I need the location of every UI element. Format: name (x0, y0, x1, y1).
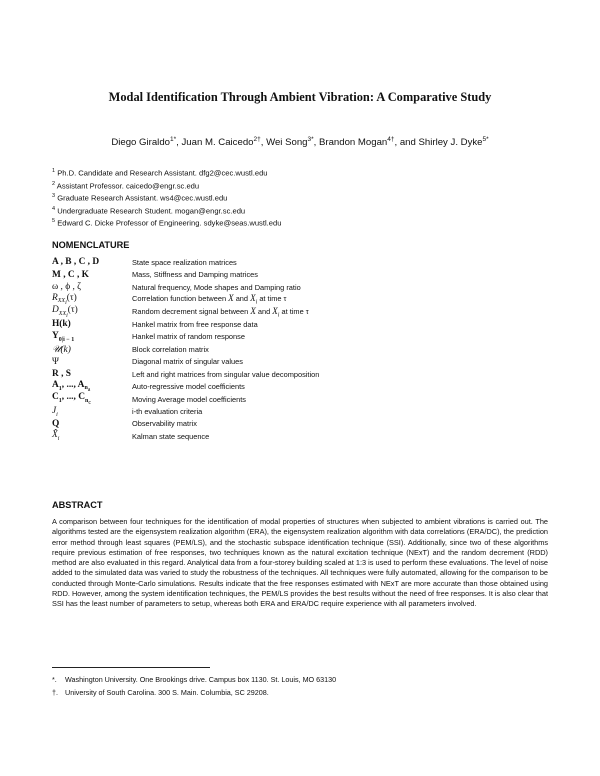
author: Shirley J. Dyke$^{5*}$ (418, 136, 489, 149)
nomenclature-item (52, 380, 552, 392)
affiliation: $^2$ Assistant Professor. caicedo@engr.sc.edu (52, 180, 200, 191)
definition: Kalman state sequence (132, 431, 210, 441)
author: Diego Giraldo$^{1*}$, (111, 136, 182, 149)
symbol: M , C , K (52, 269, 89, 280)
footnote: †. University of South Carolina. 300 S. Main. Columbia, SC 29208. (52, 687, 269, 697)
definition: Hankel matrix of random response (132, 332, 245, 342)
definition: Diagonal matrix of singular values (132, 357, 243, 367)
symbol: $R_{XX_i}(\tau)$ (52, 292, 77, 307)
definition: Observability matrix (132, 419, 197, 429)
symbol: $A_1$, ..., $A_{n_a}$ (52, 379, 91, 394)
nomenclature-item (52, 430, 552, 442)
nomenclature-item (52, 331, 552, 343)
definition: Left and right matrices from singular value decomposition (132, 369, 320, 379)
definition: Natural frequency, Mode shapes and Damping ratio (132, 282, 301, 292)
author: Juan M. Caicedo$^{2\dagger}$, (181, 136, 267, 149)
paper-title: Modal Identification Through Ambient Vibration: A Comparative Study (108, 90, 492, 104)
author: Brandon Mogan$^{4\dagger}$, and (319, 136, 419, 149)
symbol: $Y_{0|i - 1}$ (52, 330, 75, 343)
symbol: H(k) (52, 319, 71, 330)
symbol: ω , ϕ , ζ (52, 282, 82, 293)
definition: Moving Average model coefficients (132, 394, 246, 404)
author: Wei Song$^{3*}$, (266, 136, 319, 149)
symbol: $X̂_i$ (52, 430, 60, 443)
nomenclature-item (52, 405, 552, 417)
author-list (20, 136, 580, 148)
affiliation-list (52, 166, 552, 229)
affiliation: $^4$ Undergraduate Research Student. mogan@engr.sc.edu (52, 205, 246, 216)
definition: Mass, Stiffness and Damping matrices (132, 270, 258, 280)
affiliation: $^3$ Graduate Research Assistant. ws4@cec.wustl.edu (52, 193, 228, 203)
nomenclature-item (52, 268, 552, 280)
symbol: A , B , C , D (52, 257, 100, 268)
footnote: *. Washington University. One Brookings drive. Campus box 1130. St. Louis, MO 63130 (52, 675, 337, 684)
nomenclature-item (52, 418, 552, 430)
nomenclature-heading: NOMENCLATURE (52, 240, 130, 250)
symbol: R , S (52, 369, 72, 380)
definition: State space realization matrices (132, 257, 237, 267)
nomenclature-item (52, 281, 552, 293)
symbol: $C_1$, ..., $C_{n_c}$ (52, 392, 91, 407)
definition: Block correlation matrix (132, 344, 209, 354)
nomenclature-item (52, 256, 552, 268)
definition: i-th evaluation criteria (132, 406, 203, 416)
affiliation: $^5$ Edward C. Dicke Professor of Engineering. sdyke@seas.wustl.edu (52, 218, 282, 228)
definition: Correlation function between X and $X_i$ at time τ (132, 293, 287, 306)
definition: Auto-regressive model coefficients (132, 382, 245, 392)
nomenclature-item (52, 318, 552, 330)
nomenclature-item (52, 368, 552, 380)
definition: Random decrement signal between X and $X_i$ at time τ (132, 305, 309, 319)
nomenclature-item (52, 293, 552, 305)
nomenclature-list (52, 256, 552, 443)
symbol: Ψ (52, 356, 59, 367)
abstract-text: A comparison between four techniques for the identification of modal properties of structures when subjected to ambient vibrations is carried out. The algorithms tested are the eigensystem realization algorithm (ERA), the eigensystem realization algorithm with data correlations (ERA/DC), the prediction error method through least squares (PEM/LS), and the stochastic subspace identification technique (SSI). Additionally, since two of these algorithms require previous estimation of free responses, two techniques known as the natural excitation technique (NExT) and the random decrement (RDD) method are also evaluated in this regard. Analytical data from a four-storey building scaled at 1:3 is used to perform these evaluations. The level of noise added to the simulated data was varied to study the robustness of the techniques. All techniques were fully automated, allowing for the comparison to be conducted through Monte-Carlo simulations. Results indicate that the free responses estimated with NExT are more accurate than those obtained using RDD. However, among the system identification techniques, the PEM/LS provides the best results without the need of free responses. It is also clear that SSI has the least number of parameters to setup, whereas both ERA and ERA/DC require experience with all parameters involved. (52, 517, 548, 608)
affiliation: $^1$ Ph.D. Candidate and Research Assistant. dfg2@cec.wustl.edu (52, 168, 268, 178)
symbol: 𝒰(k) (52, 344, 71, 355)
nomenclature-item (52, 356, 552, 368)
nomenclature-item (52, 393, 552, 405)
nomenclature-item (52, 306, 552, 318)
nomenclature-item (52, 343, 552, 355)
definition: Hankel matrix from free response data (132, 319, 258, 329)
symbol: $D_{XX_i}(\tau)$ (52, 304, 78, 319)
footnote-list (52, 674, 552, 699)
footnote-divider (52, 667, 210, 668)
abstract-heading: ABSTRACT (52, 500, 103, 510)
symbol: Q (52, 418, 60, 429)
symbol: $J_i$ (52, 405, 58, 418)
